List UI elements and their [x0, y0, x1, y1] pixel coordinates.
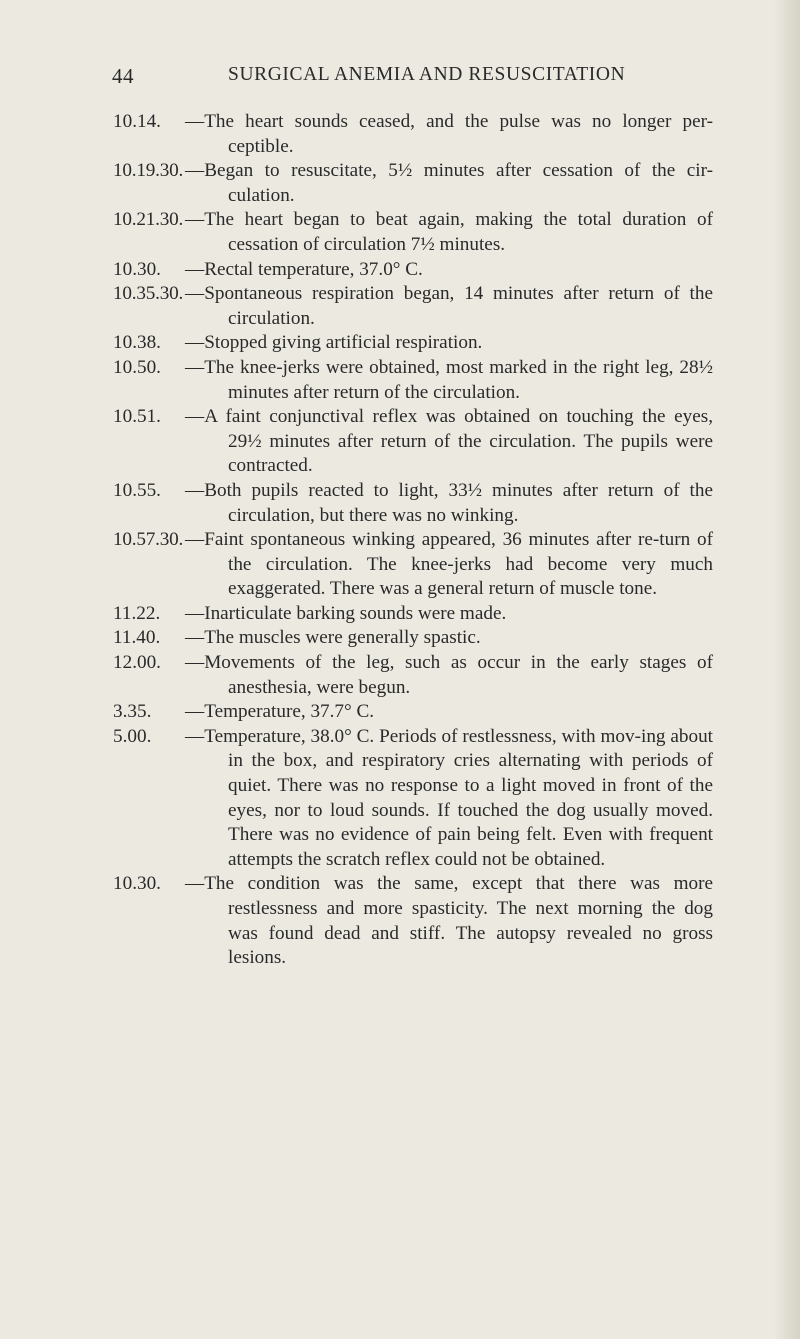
entry-text: —Inarticulate barking sounds were made.: [185, 602, 507, 624]
entry-time: 10.57.30.: [113, 529, 184, 551]
entry-time: 10.55.: [113, 479, 161, 501]
log-entry: [113, 725, 713, 873]
log-entry: [113, 479, 713, 528]
entry-text: —Spontaneous respiration began, 14 minutes after return of the circulation.: [185, 283, 713, 329]
page-header: [112, 64, 712, 94]
entry-text: —The heart sounds ceased, and the pulse was no longer per-ceptible.: [185, 111, 713, 157]
entry-time: 10.30.: [113, 258, 161, 280]
entry-text: —Movements of the leg, such as occur in the early stages of anesthesia, were begun.: [185, 652, 713, 698]
log-entry: [113, 872, 713, 970]
entry-text: —The condition was the same, except that there was more restlessness and more spasticity. The next morning the dog was found dead and stiff. The autopsy revealed no gross lesions.: [185, 873, 713, 969]
page-edge-shadow: [774, 0, 800, 1339]
entry-time: 10.38.: [113, 332, 161, 354]
entry-text: —A faint conjunctival reflex was obtained on touching the eyes, 29½ minutes after return of the circulation. The pupils were contracted.: [185, 406, 713, 477]
log-entry: [113, 405, 713, 479]
page-number: 44: [112, 64, 134, 88]
running-head: SURGICAL ANEMIA AND RESUSCITATION: [228, 64, 626, 85]
entry-text: —Faint spontaneous winking appeared, 36 minutes after re-turn of the circulation. The knee-jerks had become very much exaggerated. There was a general return of muscle tone.: [185, 529, 713, 600]
log-entry: [113, 282, 713, 331]
entry-time: 10.30.: [113, 873, 161, 895]
entry-text: —Temperature, 38.0° C. Periods of restlessness, with mov-ing about in the box, and respiratory cries alternating with periods of quiet. There was no response to a light moved in front of the eyes, nor to loud sounds. If touched the dog usually moved. There was no evidence of pain being felt. Even with frequent attempts the scratch reflex could not be obtained.: [185, 725, 713, 870]
log-entry: [113, 208, 713, 257]
entry-text: —Stopped giving artificial respiration.: [185, 332, 483, 354]
log-entry: [113, 700, 713, 725]
entry-time: 10.50.: [113, 356, 161, 378]
entry-time: 10.21.30.: [113, 209, 184, 231]
entry-text: —The knee-jerks were obtained, most marked in the right leg, 28½ minutes after return of the circulation.: [185, 356, 713, 403]
entry-text: —The muscles were generally spastic.: [185, 627, 481, 649]
entry-text: —Both pupils reacted to light, 33½ minutes after return of the circulation, but there was no winking.: [185, 479, 713, 526]
entry-time: 5.00.: [113, 725, 152, 747]
entry-time: 12.00.: [113, 652, 161, 674]
entry-text: —Rectal temperature, 37.0° C.: [185, 258, 423, 280]
entry-time: 10.35.30.: [113, 283, 184, 305]
log-entry: [113, 602, 713, 627]
chronological-log: [113, 110, 713, 971]
log-entry: [113, 651, 713, 700]
entry-time: 10.19.30.: [113, 160, 184, 182]
entry-time: 11.40.: [113, 627, 161, 649]
log-entry: [113, 110, 713, 159]
entry-time: 10.14.: [113, 111, 161, 132]
entry-time: 10.51.: [113, 406, 161, 428]
entry-text: —Temperature, 37.7° C.: [185, 701, 375, 723]
log-entry: [113, 258, 713, 283]
entry-time: 11.22.: [113, 602, 161, 624]
log-entry: [113, 528, 713, 602]
log-entry: [113, 331, 713, 356]
entry-time: 3.35.: [113, 701, 152, 723]
entry-text: —The heart began to beat again, making the total duration of cessation of circulation 7½ minutes.: [185, 209, 713, 255]
log-entry: [113, 626, 713, 651]
log-entry: [113, 356, 713, 405]
entry-text: —Began to resuscitate, 5½ minutes after cessation of the cir-culation.: [185, 160, 713, 206]
log-entry: [113, 159, 713, 208]
